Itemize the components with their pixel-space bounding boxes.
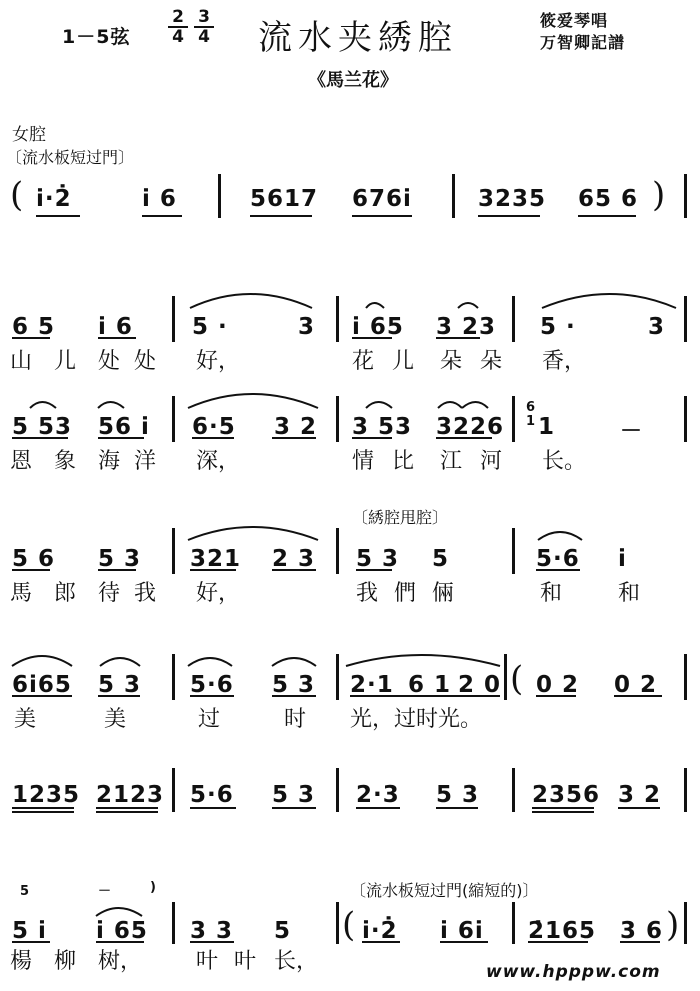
underline-marks: [0, 768, 700, 828]
open-paren: (: [510, 659, 524, 699]
note-group: 3235: [478, 186, 547, 212]
score-row-3: [0, 382, 700, 474]
lyric: 时: [284, 707, 307, 732]
note-group: 6i65: [12, 672, 72, 698]
meter-numerator: 3: [198, 7, 210, 27]
lyric: 花儿: [352, 349, 433, 374]
note-group: 5 3: [272, 672, 316, 698]
note-group: 5 ·: [540, 314, 576, 340]
note-group: i̇·2̇: [362, 918, 398, 944]
note-group: i̇ 65: [352, 314, 404, 340]
lyric: 朵朵: [440, 349, 521, 374]
bar-line: [684, 902, 687, 944]
note-group: 2123: [96, 782, 165, 808]
note-group: i̇·2̇: [36, 186, 72, 212]
lyric: 和: [540, 581, 563, 606]
bar-line: [684, 396, 687, 442]
lyric: 山儿: [10, 349, 99, 374]
time-signature-3-4: [194, 8, 214, 46]
underline-marks: [0, 170, 700, 230]
note-group: i̇: [618, 546, 627, 572]
close-paren: ): [652, 175, 666, 215]
note-group: i̇ 6: [98, 314, 133, 340]
note-group: 2̇165: [528, 918, 597, 944]
note-group: 6 1: [408, 672, 452, 698]
lyric: 楊柳: [10, 949, 99, 974]
transcriber-credit: 万智卿記譜: [540, 33, 626, 52]
lyric: 和: [618, 581, 641, 606]
close-paren: ): [150, 880, 156, 895]
lyric: 光，过时光。: [350, 707, 483, 732]
note-group: 5 ·: [192, 314, 228, 340]
bar-line: [336, 902, 339, 944]
note-group: 3 6: [620, 918, 664, 944]
open-paren: (: [342, 905, 356, 945]
opera-subtitle: 《馬兰花》: [308, 70, 398, 91]
lyric: 江河: [440, 449, 521, 474]
note-group: 3 2: [618, 782, 662, 808]
lyric: 美: [14, 707, 37, 732]
note-group: 1: [538, 414, 556, 440]
section-label-outro: 〔流水板短过門(縮短的)〕: [350, 881, 539, 900]
note-group: 3: [648, 314, 666, 340]
lyric: 好，: [196, 349, 241, 374]
note-group: 5 3: [272, 782, 316, 808]
score-row-1: [0, 170, 700, 230]
lyric: 好，: [196, 581, 241, 606]
note-group: 676i̇: [352, 186, 412, 212]
note-group: 0 2: [536, 672, 580, 698]
note-group: 5617: [250, 186, 319, 212]
note-group: 3: [298, 314, 316, 340]
bar-line: [336, 528, 339, 574]
lyric: 待我: [98, 581, 171, 606]
lyric: 深，: [196, 449, 241, 474]
lyric: 恩象: [10, 449, 99, 474]
bar-line: [684, 654, 687, 700]
sustain-dash: －: [98, 884, 112, 899]
sustain-dash: －: [620, 419, 643, 444]
note-group: 5 3: [98, 672, 142, 698]
lyric: 长，: [274, 949, 319, 974]
bar-line: [172, 902, 175, 944]
section-label-intro: 〔流水板短过門〕: [6, 148, 135, 167]
note-group: 3226: [436, 414, 505, 440]
grace-note: 6: [526, 400, 536, 415]
score-row-4: [0, 510, 700, 606]
note-group: 5 3: [98, 546, 142, 572]
bar-line: [172, 396, 175, 442]
note-group: 5 i̇: [12, 918, 47, 944]
bar-line: [512, 528, 515, 574]
note-group: 5 3: [356, 546, 400, 572]
lyric: 树，: [98, 949, 143, 974]
bar-line: [172, 296, 175, 342]
lyric: 处处: [98, 349, 171, 374]
note-group: 5: [274, 918, 292, 944]
lyric: 长。: [542, 449, 587, 474]
note-group: 6 5: [12, 314, 56, 340]
note-group: 2·1: [350, 672, 394, 698]
bar-line: [336, 396, 339, 442]
score-row-5: [0, 638, 700, 732]
note-group: 2 3: [272, 546, 316, 572]
meter-denominator: 4: [194, 26, 214, 46]
note-group: 5·6: [190, 782, 234, 808]
note-group: 3 3: [190, 918, 234, 944]
lyric: 海洋: [98, 449, 171, 474]
note-group: 5 53: [12, 414, 73, 440]
note-group: i̇ 6: [142, 186, 177, 212]
note-group: 56 i̇: [98, 414, 150, 440]
lyric: 倆: [432, 581, 455, 606]
score-row-2: [0, 282, 700, 374]
note-group: 2 0: [458, 672, 502, 698]
watermark: www.hpppw.com: [486, 962, 661, 982]
grace-note: 5: [20, 884, 30, 899]
close-paren: ): [666, 905, 680, 945]
lyric: 情比: [352, 449, 433, 474]
bar-line: [336, 296, 339, 342]
bar-line: [512, 396, 515, 442]
lyric: 叶叶: [196, 949, 273, 974]
voice-label: 女腔: [12, 125, 46, 145]
lyric: 馬郎: [10, 581, 99, 606]
lyric: 美: [104, 707, 127, 732]
note-group: 0 2: [614, 672, 658, 698]
song-title: 流水夹綉腔: [258, 18, 458, 58]
string-tuning: 1－5弦: [62, 26, 131, 48]
note-group: 321: [190, 546, 242, 572]
note-group: 1235: [12, 782, 81, 808]
bar-line: [336, 654, 339, 700]
open-paren: (: [10, 175, 24, 215]
bar-line: [172, 528, 175, 574]
bar-line: [172, 654, 175, 700]
note-group: 2·3: [356, 782, 400, 808]
meter-denominator: 4: [168, 26, 188, 46]
note-group: 5 6: [12, 546, 56, 572]
note-group: 65 6: [578, 186, 639, 212]
score-row-6: [0, 768, 700, 828]
note-group: 5: [432, 546, 450, 572]
lyric: 我們: [356, 581, 433, 606]
lyric: 香，: [542, 349, 587, 374]
section-label-mid: 〔綉腔甩腔〕: [352, 508, 449, 527]
bar-line: [512, 296, 515, 342]
meter-numerator: 2: [172, 7, 184, 27]
note-group: 3 2: [274, 414, 318, 440]
bar-line: [512, 902, 515, 944]
note-group: 3 23: [436, 314, 497, 340]
note-group: i̇ 65: [96, 918, 148, 944]
bar-line: [504, 654, 507, 700]
lyric: 过: [198, 707, 221, 732]
grace-note: 1: [526, 414, 536, 429]
time-signature-2-4: [168, 8, 188, 46]
note-group: 2356: [532, 782, 601, 808]
note-group: 5 3: [436, 782, 480, 808]
note-group: 5·6: [190, 672, 234, 698]
note-group: 5·6: [536, 546, 580, 572]
bar-line: [684, 296, 687, 342]
singer-credit: 筱爱琴唱: [540, 11, 609, 30]
note-group: 3 53: [352, 414, 413, 440]
note-group: 6·5: [192, 414, 236, 440]
note-group: i̇ 6i̇: [440, 918, 484, 944]
